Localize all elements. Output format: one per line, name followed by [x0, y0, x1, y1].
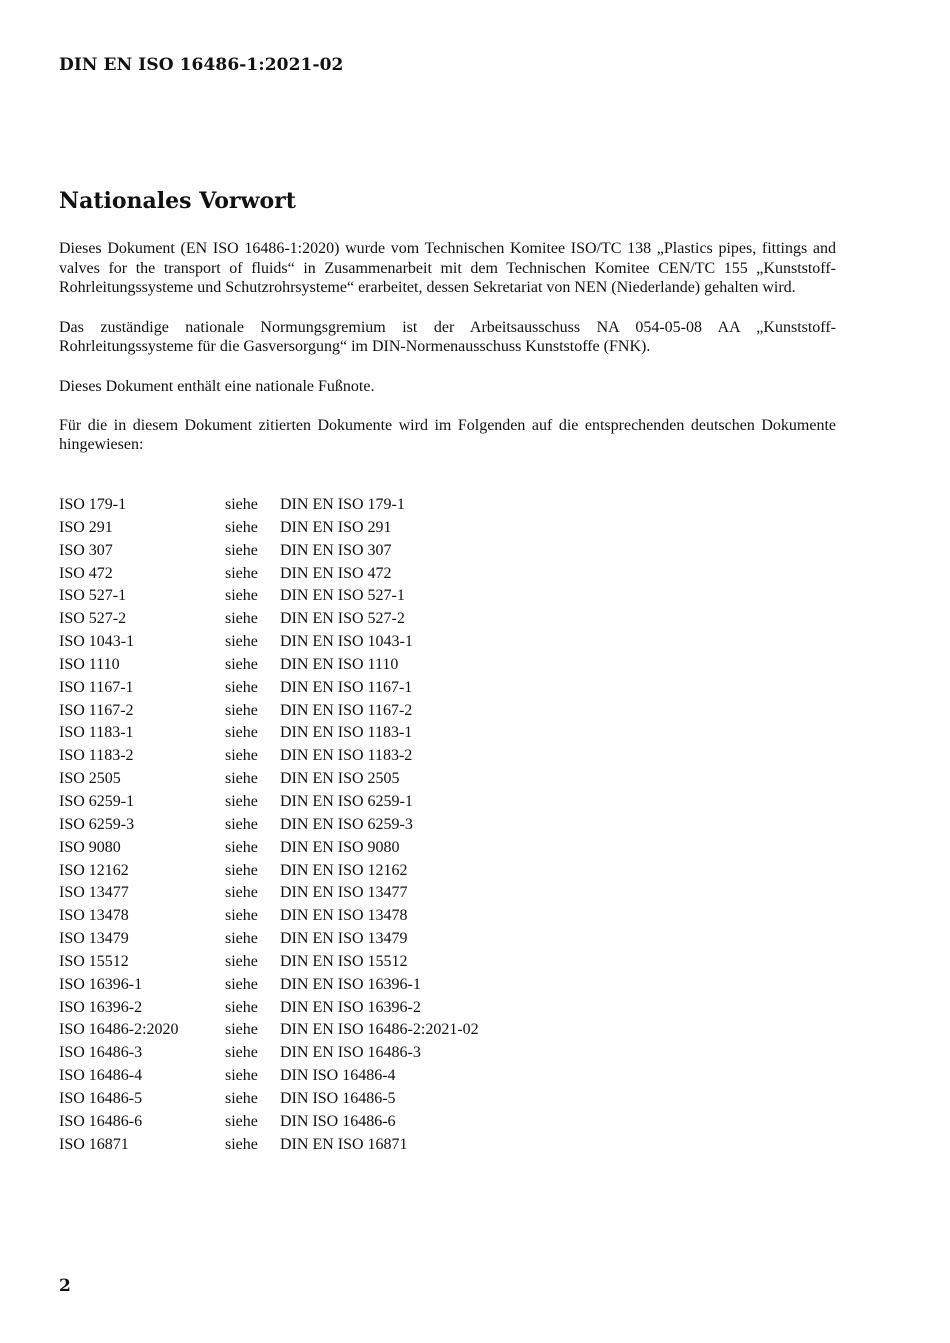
reference-din: DIN EN ISO 472: [280, 564, 392, 582]
reference-siehe: siehe: [225, 1112, 258, 1130]
reference-din: DIN EN ISO 13479: [280, 930, 408, 948]
reference-siehe: siehe: [225, 838, 258, 856]
reference-din: DIN EN ISO 13478: [280, 907, 408, 925]
reference-row: [59, 1134, 659, 1157]
reference-iso: ISO 16486-3: [59, 1044, 143, 1062]
reference-iso: ISO 1043-1: [59, 633, 135, 651]
page-title: Nationales Vorwort: [59, 188, 296, 214]
reference-iso: ISO 16486-5: [59, 1089, 143, 1107]
reference-row: [59, 997, 659, 1020]
reference-siehe: siehe: [225, 975, 258, 993]
reference-row: [59, 905, 659, 928]
reference-siehe: siehe: [225, 587, 258, 605]
reference-iso: ISO 16396-1: [59, 975, 143, 993]
reference-siehe: siehe: [225, 952, 258, 970]
reference-din: DIN EN ISO 1183-2: [280, 747, 413, 765]
reference-row: [59, 745, 659, 768]
reference-din: DIN EN ISO 6259-3: [280, 815, 413, 833]
reference-siehe: siehe: [225, 633, 258, 651]
reference-siehe: siehe: [225, 1021, 258, 1039]
reference-din: DIN EN ISO 12162: [280, 861, 408, 879]
reference-iso: ISO 2505: [59, 770, 121, 788]
reference-siehe: siehe: [225, 610, 258, 628]
foreword-body: [59, 239, 836, 475]
reference-row: [59, 677, 659, 700]
reference-siehe: siehe: [225, 792, 258, 810]
reference-row: [59, 768, 659, 791]
reference-iso: ISO 16486-6: [59, 1112, 143, 1130]
reference-row: [59, 882, 659, 905]
reference-row: [59, 654, 659, 677]
reference-din: DIN EN ISO 16396-2: [280, 998, 421, 1016]
reference-row: [59, 1065, 659, 1088]
reference-row: [59, 860, 659, 883]
reference-din: DIN EN ISO 1167-2: [280, 701, 413, 719]
reference-siehe: siehe: [225, 496, 258, 513]
reference-row: [59, 951, 659, 974]
reference-siehe: siehe: [225, 678, 258, 696]
reference-din: DIN ISO 16486-6: [280, 1112, 396, 1130]
reference-din: DIN ISO 16486-5: [280, 1089, 396, 1107]
reference-din: DIN EN ISO 13477: [280, 884, 408, 902]
paragraph-references-intro: Für die in diesem Dokument zitierten Dokumente wird im Folgenden auf die entsprechenden deutschen Dokumente hingewiesen:: [59, 416, 836, 454]
reference-row: [59, 928, 659, 951]
reference-iso: ISO 1110: [59, 655, 120, 673]
reference-row: [59, 1111, 659, 1134]
reference-row: [59, 700, 659, 723]
reference-din: DIN EN ISO 6259-1: [280, 792, 413, 810]
reference-iso: ISO 9080: [59, 838, 121, 856]
reference-iso: ISO 6259-1: [59, 792, 135, 810]
reference-iso: ISO 15512: [59, 952, 129, 970]
reference-din: DIN EN ISO 16396-1: [280, 975, 421, 993]
reference-iso: ISO 1167-2: [59, 701, 134, 719]
reference-row: [59, 1088, 659, 1111]
reference-din: DIN EN ISO 2505: [280, 770, 400, 788]
reference-din: DIN EN ISO 1043-1: [280, 633, 413, 651]
reference-siehe: siehe: [225, 1044, 258, 1062]
reference-siehe: siehe: [225, 701, 258, 719]
reference-din: DIN EN ISO 1183-1: [280, 724, 413, 742]
reference-siehe: siehe: [225, 564, 258, 582]
paragraph-footnote: Dieses Dokument enthält eine nationale Fußnote.: [59, 377, 375, 395]
reference-siehe: siehe: [225, 541, 258, 559]
reference-iso: ISO 472: [59, 564, 113, 582]
reference-siehe: siehe: [225, 815, 258, 833]
reference-iso: ISO 16871: [59, 1135, 129, 1153]
reference-siehe: siehe: [225, 770, 258, 788]
reference-siehe: siehe: [225, 884, 258, 902]
reference-din: DIN EN ISO 1167-1: [280, 678, 413, 696]
reference-iso: ISO 527-2: [59, 610, 127, 628]
reference-siehe: siehe: [225, 1067, 258, 1085]
reference-row: [59, 722, 659, 745]
reference-din: DIN EN ISO 179-1: [280, 496, 405, 513]
reference-row: [59, 791, 659, 814]
reference-siehe: siehe: [225, 1089, 258, 1107]
reference-list: [59, 494, 659, 1156]
reference-iso: ISO 179-1: [59, 496, 127, 513]
reference-iso: ISO 1183-1: [59, 724, 134, 742]
reference-din: DIN EN ISO 1110: [280, 655, 399, 673]
reference-iso: ISO 527-1: [59, 587, 127, 605]
reference-iso: ISO 16486-4: [59, 1067, 143, 1085]
reference-iso: ISO 1183-2: [59, 747, 134, 765]
reference-iso: ISO 291: [59, 518, 113, 536]
reference-iso: ISO 307: [59, 541, 113, 559]
reference-siehe: siehe: [225, 724, 258, 742]
reference-din: DIN EN ISO 291: [280, 518, 392, 536]
paragraph-committee: Dieses Dokument (EN ISO 16486-1:2020) wurde vom Technischen Komitee ISO/TC 138 „Plastics pipes, fittings and valves for the transport of fluids“ in Zusammenarbeit mit dem Technischen Komitee CEN/TC 155 „Kunststoff-Rohrleitungssysteme und Schutzrohrsysteme“ erarbeitet, dessen Sekretariat von NEN (Niederlande) gehalten wird.: [59, 240, 836, 297]
reference-siehe: siehe: [225, 655, 258, 673]
reference-siehe: siehe: [225, 930, 258, 948]
reference-iso: ISO 13479: [59, 930, 129, 948]
reference-siehe: siehe: [225, 998, 258, 1016]
reference-iso: ISO 1167-1: [59, 678, 134, 696]
reference-row: [59, 517, 659, 540]
reference-iso: ISO 13477: [59, 884, 129, 902]
paragraph-national-body: Das zuständige nationale Normungsgremium ist der Arbeitsausschuss NA 054-05-08 AA „Kunststoff-Rohrleitungssysteme für die Gasversorgung“ im DIN-Normenausschuss Kunststoffe (FNK).: [59, 318, 836, 356]
reference-row: [59, 837, 659, 860]
reference-row: [59, 563, 659, 586]
reference-row: [59, 1042, 659, 1065]
reference-din: DIN EN ISO 16486-2:2021-02: [280, 1021, 479, 1039]
reference-din: DIN EN ISO 527-1: [280, 587, 405, 605]
reference-siehe: siehe: [225, 1135, 258, 1153]
reference-row: [59, 540, 659, 563]
reference-iso: ISO 12162: [59, 861, 129, 879]
reference-din: DIN EN ISO 9080: [280, 838, 400, 856]
reference-row: [59, 1019, 659, 1042]
reference-din: DIN EN ISO 307: [280, 541, 392, 559]
reference-iso: ISO 16486-2:2020: [59, 1021, 179, 1039]
reference-row: [59, 494, 659, 517]
document-header: DIN EN ISO 16486-1:2021-02: [59, 55, 344, 75]
reference-row: [59, 814, 659, 837]
reference-siehe: siehe: [225, 747, 258, 765]
reference-iso: ISO 16396-2: [59, 998, 143, 1016]
reference-siehe: siehe: [225, 861, 258, 879]
reference-iso: ISO 6259-3: [59, 815, 135, 833]
reference-iso: ISO 13478: [59, 907, 129, 925]
reference-din: DIN EN ISO 15512: [280, 952, 408, 970]
reference-row: [59, 631, 659, 654]
reference-din: DIN EN ISO 16486-3: [280, 1044, 421, 1062]
reference-row: [59, 585, 659, 608]
reference-din: DIN EN ISO 16871: [280, 1135, 408, 1153]
page-number: 2: [59, 1276, 71, 1296]
reference-siehe: siehe: [225, 907, 258, 925]
reference-din: DIN EN ISO 527-2: [280, 610, 405, 628]
reference-siehe: siehe: [225, 518, 258, 536]
reference-row: [59, 608, 659, 631]
reference-din: DIN ISO 16486-4: [280, 1067, 396, 1085]
reference-row: [59, 974, 659, 997]
